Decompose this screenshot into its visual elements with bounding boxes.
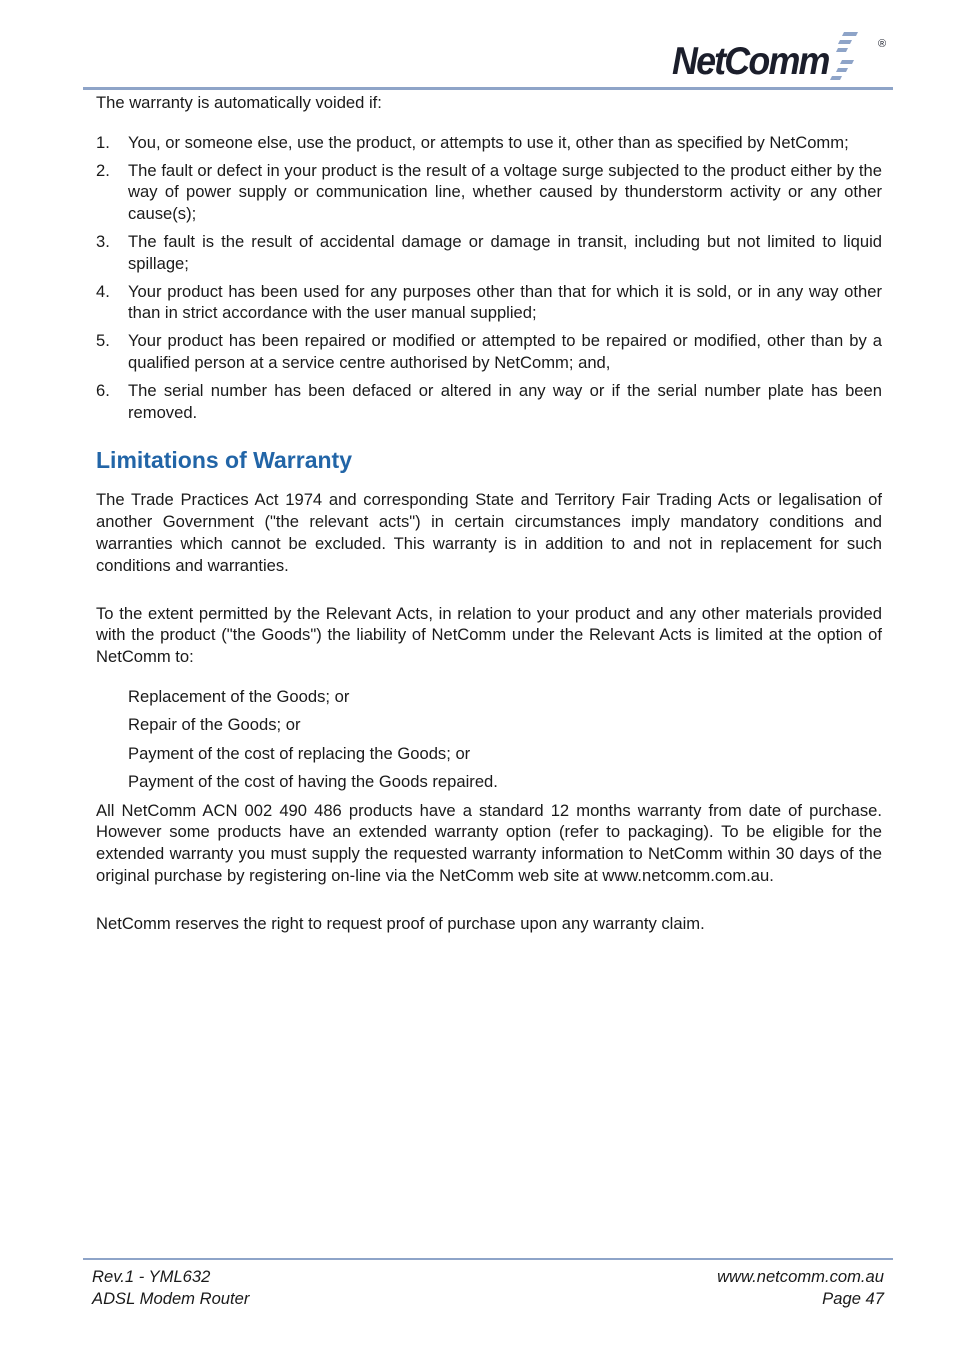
list-item	[96, 281, 882, 325]
registered-mark: ®	[878, 38, 887, 50]
list-item	[96, 231, 882, 275]
paragraph-trade-practices: The Trade Practices Act 1974 and corresponding State and Territory Fair Trading Acts or legalisation of another Government ("the relevant acts") in certain circumstances imply mandatory conditions and warranties which cannot be excluded. This warranty is in addition to and not in replacement for such conditions and warranties.	[96, 490, 882, 575]
footer-website: www.netcomm.com.au	[717, 1267, 884, 1286]
list-text: The fault or defect in your product is the result of a voltage surge subjected to the product either by the way of power supply or communication line, whether caused by thunderstorm activity or any other cause(s);	[128, 160, 882, 224]
list-item: Replacement of the Goods; or	[128, 686, 350, 706]
paragraph-proof-of-purchase: NetComm reserves the right to request proof of purchase upon any warranty claim.	[96, 913, 705, 933]
list-number: 4.	[96, 281, 110, 301]
list-item	[96, 330, 882, 374]
list-text: The serial number has been defaced or altered in any way or if the serial number plate has been removed.	[128, 380, 882, 422]
footer-left	[92, 1266, 249, 1310]
paragraph-liability: To the extent permitted by the Relevant Acts, in relation to your product and any other materials provided with the product ("the Goods") the liability of NetComm under the Relevant Acts is limited at the option of NetComm to:	[96, 603, 882, 667]
list-item: Repair of the Goods; or	[128, 715, 301, 735]
footer-product: ADSL Modem Router	[92, 1289, 250, 1308]
list-text: Your product has been used for any purposes other than that for which it is sold, or in any way other than in strict accordance with the user manual supplied;	[128, 281, 882, 323]
footer-right	[717, 1266, 884, 1310]
list-text: You, or someone else, use the product, or attempts to use it, other than as specified by NetComm;	[128, 132, 849, 152]
void-conditions-list	[96, 132, 882, 424]
page-content	[96, 92, 882, 934]
remedies-list	[96, 686, 882, 793]
paragraph-standard-warranty: All NetComm ACN 002 490 486 products have a standard 12 months warranty from date of purchase. However some products have an extended warranty option (refer to packaging). To be eligible for the extended warranty you must supply the requested warranty information to NetComm within 30 days of the original purchase by registering on-line via the NetComm web site at www.netcomm.com.au.	[96, 800, 882, 885]
list-number: 5.	[96, 331, 110, 351]
list-item	[96, 132, 882, 154]
logo-wordmark: NetComm	[672, 40, 829, 83]
list-number: 3.	[96, 231, 110, 251]
list-text: Your product has been repaired or modified or attempted to be repaired or modified, other than by a qualified person at a service centre authorised by NetComm; and,	[128, 331, 882, 372]
netcomm-logo	[672, 28, 894, 86]
footer-rule	[83, 1258, 893, 1260]
header-rule	[83, 87, 893, 90]
section-heading: Limitations of Warranty	[96, 447, 352, 474]
list-item: Payment of the cost of replacing the Goods; or	[128, 743, 471, 763]
list-number: 2.	[96, 160, 110, 180]
footer-revision: Rev.1 - YML632	[92, 1267, 211, 1286]
list-number: 6.	[96, 380, 110, 400]
list-number: 1.	[96, 132, 110, 152]
list-text: The fault is the result of accidental damage or damage in transit, including but not limited to liquid spillage;	[128, 231, 882, 273]
list-item	[96, 160, 882, 225]
void-intro: The warranty is automatically voided if:	[96, 93, 382, 112]
list-item: Payment of the cost of having the Goods repaired.	[128, 772, 498, 792]
logo-dashes-icon	[828, 30, 868, 82]
footer-page-number: Page 47	[822, 1289, 884, 1308]
list-item	[96, 380, 882, 424]
